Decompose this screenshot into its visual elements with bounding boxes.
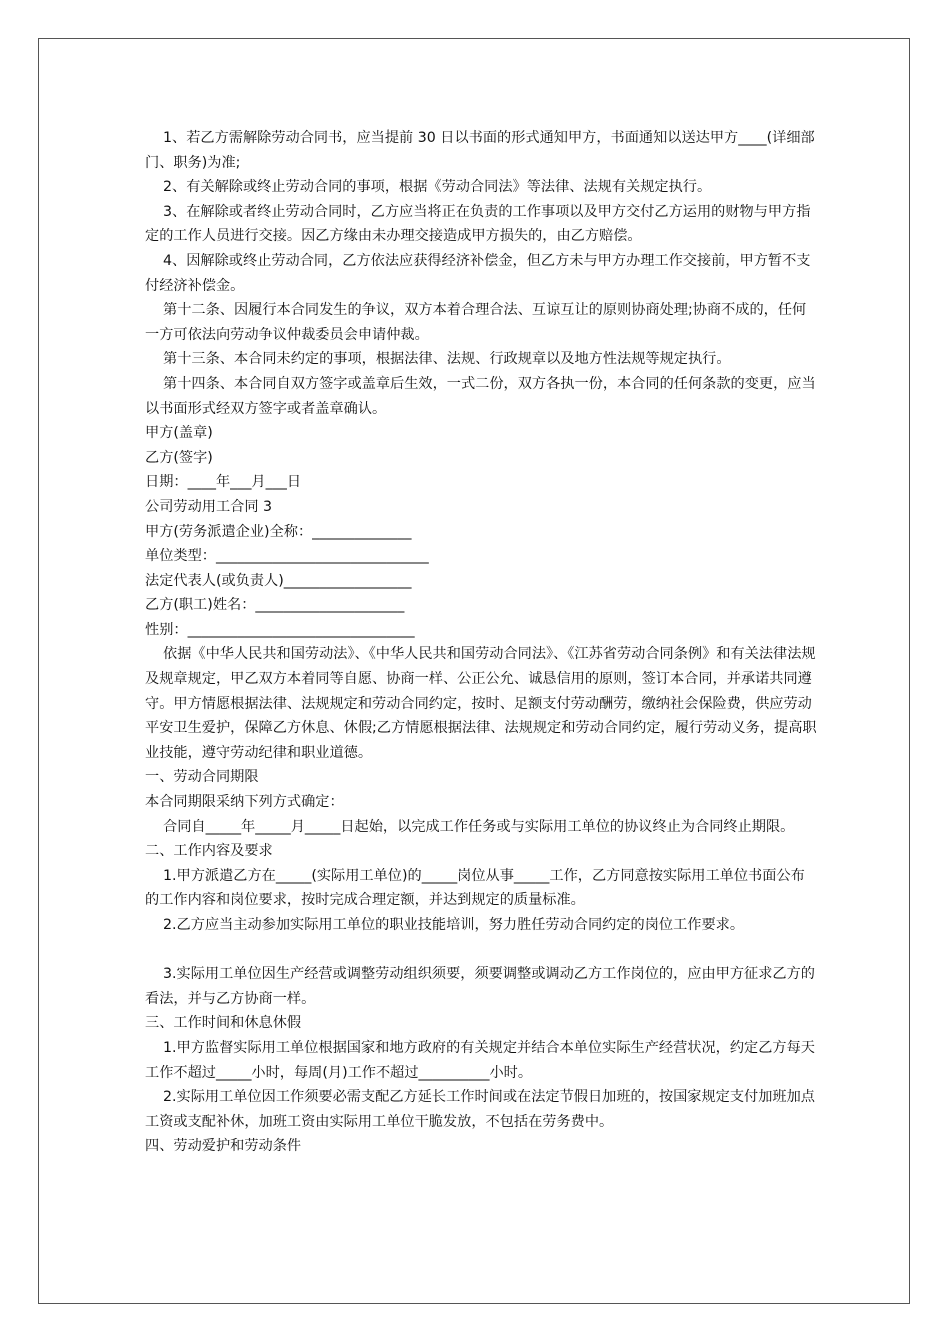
document-paragraph: 依据《中华人民共和国劳动法》、《中华人民共和国劳动合同法》、《江苏省劳动合同条例》和有关法律法规及规章规定，甲乙双方本着同等自愿、协商一样、公正公允、诚恳信用的原则，签订本合同，并承诺共同遵守。甲方情愿根据法律、法规规定和劳动合同约定，按时、足额支付劳动酬劳，缴纳社会保险费，供应劳动平安卫生爱护，保障乙方休息、休假;乙方情愿根据法律、法规规定和劳动合同约定，履行劳动义务，提高职业技能，遵守劳动纪律和职业道德。 — [145, 646, 817, 761]
document-paragraph: 1、若乙方需解除劳动合同书，应当提前 30 日以书面的形式通知甲方，书面通知以送达甲方____(详细部门、职务)为准; — [145, 130, 815, 171]
document-body — [145, 126, 817, 1159]
document-paragraph: 三、工作时间和休息休假 — [145, 1015, 302, 1032]
document-paragraph: 第十四条、本合同自双方签字或盖章后生效，一式二份，双方各执一份，本合同的任何条款的变更，应当以书面形式经双方签字或者盖章确认。 — [145, 375, 816, 417]
document-paragraph: 乙方(职工)姓名：_____________________ — [145, 597, 405, 614]
document-paragraph: 四、劳动爱护和劳动条件 — [145, 1138, 302, 1155]
document-paragraph: 乙方(签字) — [145, 449, 213, 466]
document-paragraph: 日期：____年___月___日 — [145, 474, 302, 491]
blank-line — [145, 938, 817, 963]
document-paragraph: 甲方(盖章) — [145, 425, 213, 442]
document-paragraph: 第十二条、因履行本合同发生的争议，双方本着合理合法、互谅互让的原则协商处理;协商不成的，任何一方可依法向劳动争议仲裁委员会申请仲裁。 — [145, 302, 807, 343]
document-paragraph: 甲方(劳务派遣企业)全称：______________ — [145, 523, 412, 540]
document-paragraph: 2.乙方应当主动参加实际用工单位的职业技能培训，努力胜任劳动合同约定的岗位工作要求。 — [163, 917, 745, 933]
document-paragraph: 1.甲方派遣乙方在_____(实际用工单位)的_____岗位从事_____工作，乙方同意按实际用工单位书面公布的工作内容和岗位要求，按时完成合理定额，并达到规定的质量标准。 — [145, 867, 805, 909]
document-paragraph: 4、因解除或终止劳动合同，乙方依法应获得经济补偿金，但乙方未与甲方办理工作交接前，甲方暂不支付经济补偿金。 — [145, 252, 811, 294]
document-paragraph: 3.实际用工单位因生产经营或调整劳动组织须要，须要调整或调动乙方工作岗位的，应由甲方征求乙方的看法，并与乙方协商一样。 — [145, 966, 815, 1007]
document-paragraph: 2.实际用工单位因工作须要必需支配乙方延长工作时间或在法定节假日加班的，按国家规定支付加班加点工资或支配补休，加班工资由实际用工单位干脆发放，不包括在劳务费中。 — [145, 1089, 815, 1130]
document-paragraph: 第十三条、本合同未约定的事项，根据法律、法规、行政规章以及地方性法规等规定执行。 — [163, 351, 731, 368]
document-paragraph: 一、劳动合同期限 — [145, 769, 259, 786]
document-paragraph: 3、在解除或者终止劳动合同时，乙方应当将正在负责的工作事项以及甲方交付乙方运用的财物与甲方指定的工作人员进行交接。因乙方缘由未办理交接造成甲方损失的，由乙方赔偿。 — [145, 203, 811, 245]
document-paragraph: 二、工作内容及要求 — [145, 843, 273, 860]
document-paragraph: 1.甲方监督实际用工单位根据国家和地方政府的有关规定并结合本单位实际生产经营状况，约定乙方每天工作不超过_____小时，每周(月)工作不超过__________小时。 — [145, 1039, 815, 1081]
document-paragraph: 性别：________________________________ — [145, 621, 415, 638]
document-paragraph: 合同自_____年_____月_____日起始，以完成工作任务或与实际用工单位的协议终止为合同终止期限。 — [163, 818, 795, 835]
document-paragraph: 公司劳动用工合同 3 — [145, 498, 273, 515]
document-paragraph: 本合同期限采纳下列方式确定： — [145, 794, 344, 811]
document-paragraph: 单位类型：______________________________ — [145, 548, 429, 565]
document-paragraph: 2、有关解除或终止劳动合同的事项，根据《劳动合同法》等法律、法规有关规定执行。 — [163, 179, 712, 196]
document-paragraph: 法定代表人(或负责人)__________________ — [145, 572, 412, 589]
